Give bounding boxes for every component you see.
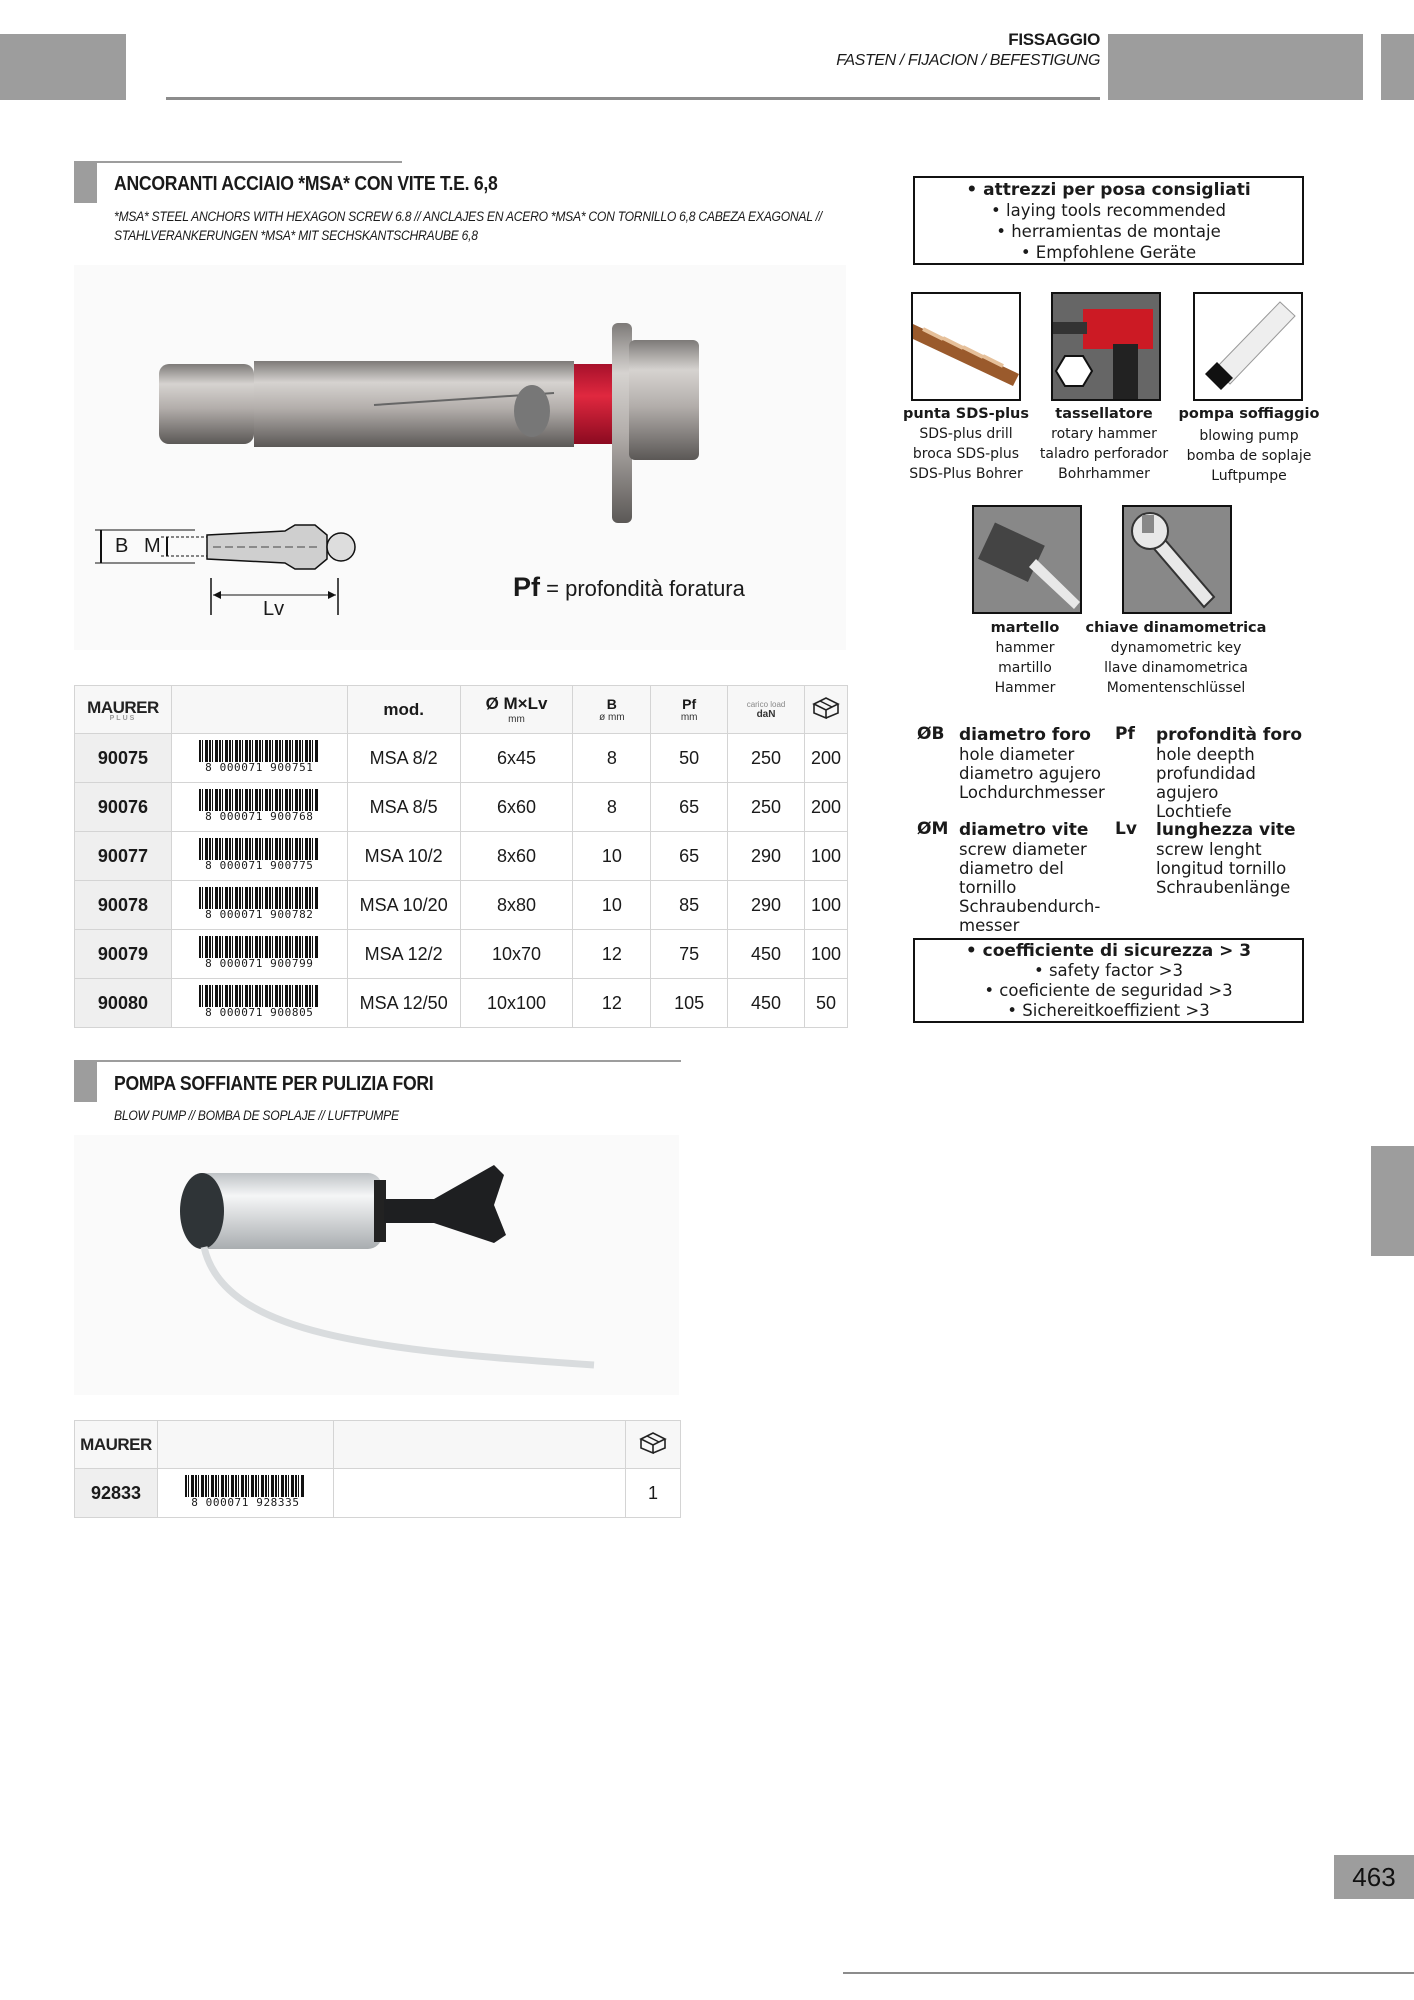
tool-caption-torque-wrench: chiave dinamometrica dynamometric key llave dinamometrica Momentenschlüssel — [1085, 620, 1267, 696]
row-pack: 100 — [804, 881, 847, 930]
row-empty — [333, 1469, 625, 1518]
legend-ob: ØB diametro foro hole diameter diametro agujero Lochdurchmesser — [917, 724, 1105, 802]
row-code: 90079 — [75, 930, 172, 979]
diagram-label-b: B — [115, 535, 129, 557]
pf-note — [513, 572, 745, 603]
header-rule — [166, 97, 1100, 100]
row-pack: 200 — [804, 783, 847, 832]
header-subtitle: FASTEN / FIJACION / BEFESTIGUNG — [836, 52, 1100, 69]
table-row — [75, 832, 848, 881]
row-code: 90075 — [75, 734, 172, 783]
diagram-label-m: M — [144, 535, 161, 557]
row-load: 450 — [728, 930, 805, 979]
row-b: 8 — [573, 783, 651, 832]
table-row — [75, 930, 848, 979]
header-empty-cell — [333, 1421, 625, 1469]
table-row — [75, 1469, 681, 1518]
row-barcode: 8 000071 900805 — [171, 979, 347, 1028]
row-b: 10 — [573, 881, 651, 930]
footer-rule — [843, 1972, 1414, 1974]
row-code: 90076 — [75, 783, 172, 832]
header-right-tab — [1108, 34, 1363, 100]
legend-lv: Lv lunghezza vite screw lenght longitud tornillo Schraubenlänge — [1115, 819, 1296, 897]
table-row — [75, 734, 848, 783]
col-header-pf: Pf mm — [651, 686, 728, 734]
row-pf: 75 — [651, 930, 728, 979]
row-code: 92833 — [75, 1469, 158, 1518]
row-barcode: 8 000071 928335 — [157, 1469, 333, 1518]
row-code: 90080 — [75, 979, 172, 1028]
brand-logo: MAURER PLUS — [75, 686, 172, 734]
row-code: 90077 — [75, 832, 172, 881]
legend-om: ØM diametro vite screw diameter diametro del tornillo Schraubendurch- messer — [917, 819, 1101, 935]
pf-note-abbr: Pf — [513, 572, 540, 602]
row-mxlv: 10x70 — [460, 930, 573, 979]
section1-title: ANCORANTI ACCIAIO *MSA* CON VITE T.E. 6,8 — [114, 173, 498, 195]
pf-note-text: = profondità foratura — [546, 576, 745, 601]
row-barcode: 8 000071 900775 — [171, 832, 347, 881]
tool-caption-rotary-hammer: tassellatore rotary hammer taladro perforador Bohrhammer — [1039, 406, 1169, 482]
row-b: 12 — [573, 979, 651, 1028]
row-b: 12 — [573, 930, 651, 979]
row-pack: 50 — [804, 979, 847, 1028]
row-b: 8 — [573, 734, 651, 783]
row-barcode: 8 000071 900751 — [171, 734, 347, 783]
blowing-pump-image — [1193, 292, 1303, 401]
col-header-b: B ø mm — [573, 686, 651, 734]
torque-wrench-image — [1122, 505, 1232, 614]
row-code: 90078 — [75, 881, 172, 930]
table-row — [75, 979, 848, 1028]
row-barcode: 8 000071 900768 — [171, 783, 347, 832]
row-pack: 100 — [804, 832, 847, 881]
row-mod: MSA 12/2 — [347, 930, 460, 979]
row-barcode: 8 000071 900799 — [171, 930, 347, 979]
legend-pf: Pf profondità foro hole deepth profundidad agujero Lochtiefe — [1115, 724, 1303, 821]
row-mod: MSA 10/20 — [347, 881, 460, 930]
row-mxlv: 6x60 — [460, 783, 573, 832]
blow-pump-table — [74, 1420, 681, 1518]
col-header-mxlv: Ø M×Lv mm — [460, 686, 573, 734]
row-pf: 85 — [651, 881, 728, 930]
side-tab — [1371, 1146, 1414, 1256]
row-load: 250 — [728, 734, 805, 783]
row-load: 290 — [728, 881, 805, 930]
row-load: 450 — [728, 979, 805, 1028]
row-barcode: 8 000071 900782 — [171, 881, 347, 930]
header-barcode-cell — [157, 1421, 333, 1469]
section2-rule — [74, 1060, 681, 1062]
table-row — [75, 881, 848, 930]
table-row — [75, 783, 848, 832]
anchor-dimension-diagram — [95, 523, 375, 633]
row-mod: MSA 8/5 — [347, 783, 460, 832]
sds-drill-bit-image — [911, 292, 1021, 401]
header-category: FISSAGGIO — [1008, 30, 1100, 49]
section2-title: POMPA SOFFIANTE PER PULIZIA FORI — [114, 1073, 434, 1095]
section1-subtitle: *MSA* STEEL ANCHORS WITH HEXAGON SCREW 6.8 // ANCLAJES EN ACERO *MSA* CON TORNILLO 6,8 CABEZA EXAGONAL // STAHLVERANKERUNGEN *MSA* MIT SECHSKANTSCHRAUBE 6,8 — [114, 209, 822, 243]
col-header-mod: mod. — [347, 686, 460, 734]
header-edge-tab — [1381, 34, 1414, 100]
brand-logo: MAURER — [75, 1421, 158, 1469]
tools-box: • attrezzi per posa consigliati • laying tools recommended • herramientas de montaje • Empfohlene Geräte — [913, 176, 1304, 265]
col-header-load: carico load daN — [728, 686, 805, 734]
row-load: 290 — [728, 832, 805, 881]
row-mod: MSA 8/2 — [347, 734, 460, 783]
header-barcode-cell — [171, 686, 347, 734]
blow-pump-photo — [74, 1135, 679, 1395]
row-pack: 1 — [626, 1469, 681, 1518]
section1-rule — [74, 161, 402, 163]
header-left-tab — [0, 34, 126, 100]
tool-caption-pump: pompa soffiaggio blowing pump bomba de soplaje Luftpumpe — [1178, 406, 1320, 484]
tool-caption-hammer: martello hammer martillo Hammer — [990, 620, 1060, 696]
row-pack: 200 — [804, 734, 847, 783]
row-pf: 105 — [651, 979, 728, 1028]
anchors-table — [74, 685, 848, 1028]
safety-factor-box: • coefficiente di sicurezza > 3 • safety factor >3 • coeficiente de seguridad >3 • Sichereitkoeffizient >3 — [913, 938, 1304, 1023]
page-number: 463 — [1334, 1855, 1414, 1899]
box-icon — [804, 686, 847, 734]
section2-marker — [74, 1062, 97, 1102]
row-mxlv: 8x80 — [460, 881, 573, 930]
row-pf: 50 — [651, 734, 728, 783]
row-pf: 65 — [651, 783, 728, 832]
box-icon — [626, 1421, 681, 1469]
diagram-label-lv: Lv — [263, 598, 285, 620]
row-mod: MSA 12/50 — [347, 979, 460, 1028]
row-pf: 65 — [651, 832, 728, 881]
tool-caption-drill: punta SDS-plus SDS-plus drill broca SDS-plus SDS-Plus Bohrer — [902, 406, 1030, 482]
row-mod: MSA 10/2 — [347, 832, 460, 881]
rotary-hammer-image — [1051, 292, 1161, 401]
hammer-image — [972, 505, 1082, 614]
row-load: 250 — [728, 783, 805, 832]
row-b: 10 — [573, 832, 651, 881]
section2-subtitle: BLOW PUMP // BOMBA DE SOPLAJE // LUFTPUMPE — [114, 1108, 399, 1123]
row-mxlv: 8x60 — [460, 832, 573, 881]
row-mxlv: 6x45 — [460, 734, 573, 783]
section1-marker — [74, 163, 97, 203]
row-pack: 100 — [804, 930, 847, 979]
row-mxlv: 10x100 — [460, 979, 573, 1028]
